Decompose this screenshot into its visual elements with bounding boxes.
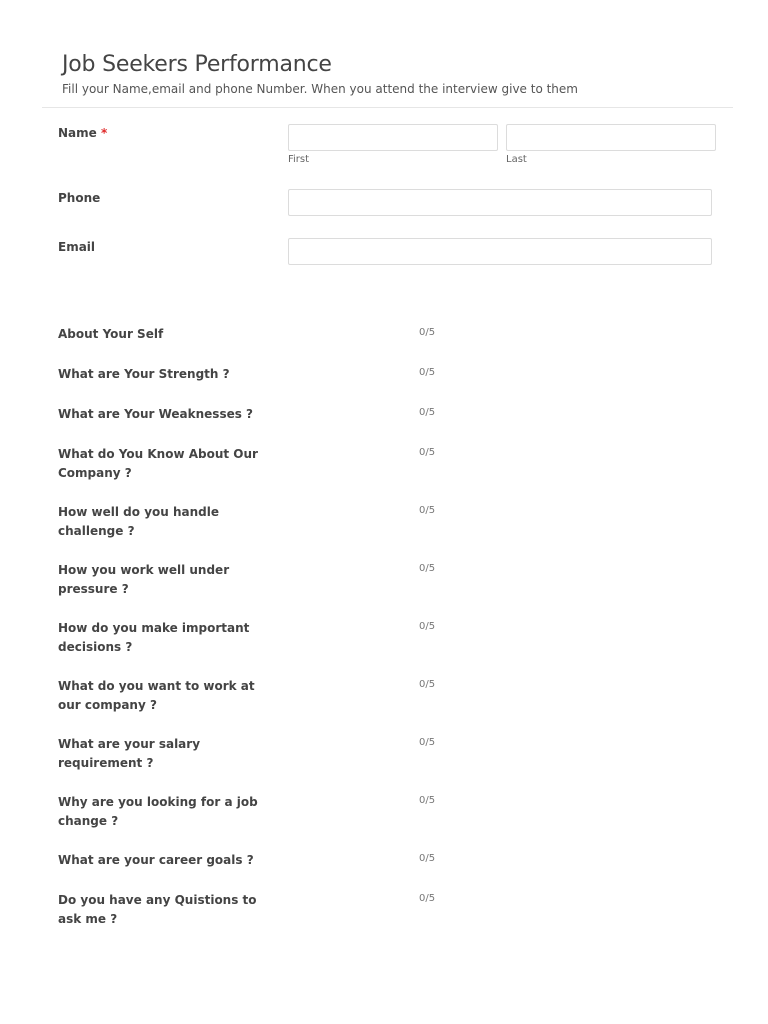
question-label: Do you have any Quistions to ask me ? bbox=[58, 893, 257, 926]
question-label: What are your salary requirement ? bbox=[58, 737, 201, 770]
rating-control[interactable]: 0/5 bbox=[419, 621, 436, 632]
form-header bbox=[42, 50, 733, 108]
rating-control[interactable]: 0/5 bbox=[419, 795, 436, 806]
name-label-text: Name bbox=[58, 126, 97, 140]
rating-control[interactable]: 0/5 bbox=[419, 679, 436, 690]
phone-input[interactable] bbox=[288, 189, 712, 216]
rating-control[interactable]: 0/5 bbox=[419, 407, 436, 418]
rating-control[interactable]: 0/5 bbox=[419, 737, 436, 748]
question-label: What are Your Strength ? bbox=[58, 367, 230, 381]
question-label: About Your Self bbox=[58, 327, 164, 341]
rating-control[interactable]: 0/5 bbox=[419, 327, 436, 338]
question-label: How well do you handle challenge ? bbox=[58, 505, 220, 538]
form-title: Job Seekers Performance bbox=[62, 52, 332, 77]
rating-control[interactable]: 0/5 bbox=[419, 853, 436, 864]
required-marker: * bbox=[100, 126, 108, 140]
email-input[interactable] bbox=[288, 238, 712, 265]
question-label: Why are you looking for a job change ? bbox=[58, 795, 258, 828]
first-name-input[interactable] bbox=[288, 124, 498, 151]
last-name-input[interactable] bbox=[506, 124, 716, 151]
last-name-sublabel: Last bbox=[506, 154, 527, 165]
rating-control[interactable]: 0/5 bbox=[419, 505, 436, 516]
question-label: What are Your Weaknesses ? bbox=[58, 407, 254, 421]
form-description: Fill your Name,email and phone Number. When you attend the interview give to them bbox=[62, 82, 578, 96]
question-label: How you work well under pressure ? bbox=[58, 563, 230, 596]
question-label: What are your career goals ? bbox=[58, 853, 254, 867]
rating-control[interactable]: 0/5 bbox=[419, 563, 436, 574]
question-label: What do You Know About Our Company ? bbox=[58, 447, 258, 480]
question-label: How do you make important decisions ? bbox=[58, 621, 250, 654]
phone-label: Phone bbox=[58, 191, 101, 205]
question-label: What do you want to work at our company ? bbox=[58, 679, 255, 712]
email-label: Email bbox=[58, 240, 96, 254]
rating-control[interactable]: 0/5 bbox=[419, 893, 436, 904]
rating-control[interactable]: 0/5 bbox=[419, 367, 436, 378]
name-label bbox=[58, 124, 107, 142]
first-name-sublabel: First bbox=[288, 154, 310, 165]
rating-control[interactable]: 0/5 bbox=[419, 447, 436, 458]
